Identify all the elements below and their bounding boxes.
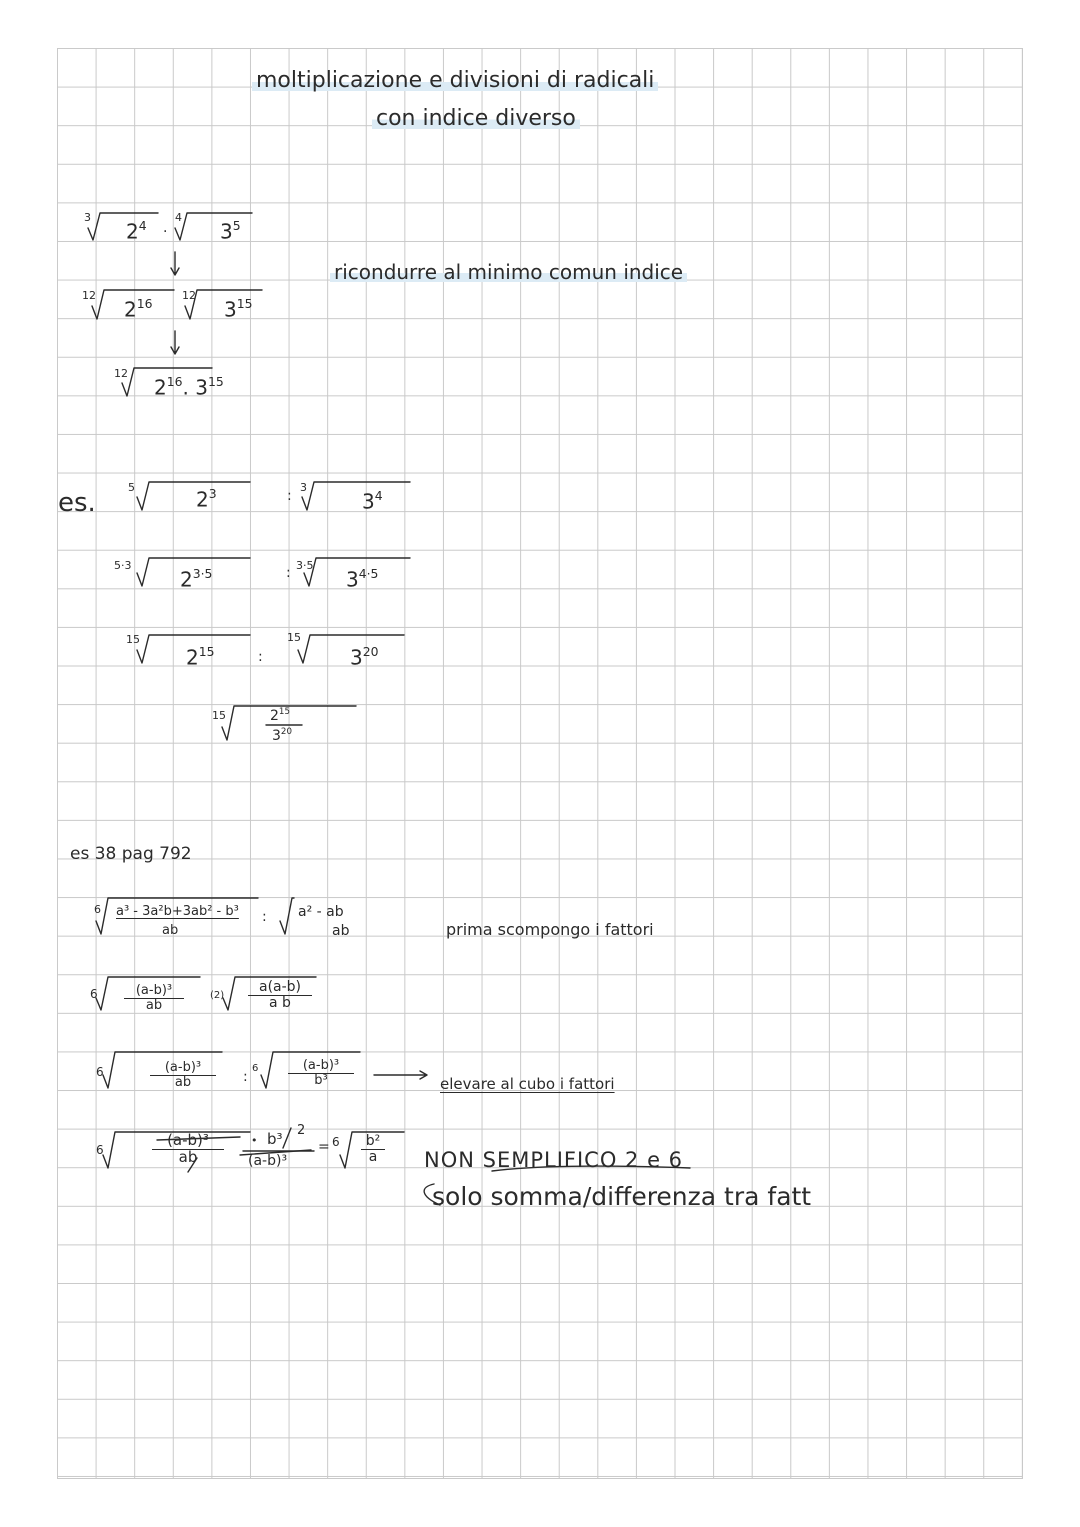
radicand: $2^{16}$ (124, 296, 153, 322)
radical-index: 6 (90, 987, 98, 1001)
note-minimum-index: ricondurre al minimo comun indice (330, 262, 687, 282)
note-no-simplify: NON SEMPLIFICO 2 e 6 (424, 1148, 684, 1172)
arrow-down-icon (171, 252, 179, 275)
radical-index: 3·5 (296, 559, 314, 572)
radical-index: 12 (114, 367, 128, 380)
radicand: $2^3$ (196, 486, 217, 512)
radical-index: 6 (96, 1065, 104, 1079)
fraction-denominator: ab (162, 923, 179, 938)
radical-index: 6 (94, 903, 101, 916)
radical-index: 15 (212, 709, 226, 722)
fraction: $\frac{\text{(a-b)³}}{\text{b³}}$ (288, 1059, 354, 1087)
page-subtitle: con indice diverso (372, 108, 580, 130)
radical-sign (137, 482, 250, 510)
division-sign: : (262, 909, 267, 925)
note-factorize: prima scompongo i fattori (446, 920, 654, 939)
radical-index: 5 (128, 481, 135, 494)
radical-sign (280, 898, 294, 934)
radical-index: 6 (252, 1063, 259, 1074)
division-sign: : (286, 565, 291, 581)
radical-index: 15 (287, 631, 301, 644)
radical-index: 12 (182, 289, 196, 302)
note-cube: elevare al cubo i fattori (440, 1075, 615, 1093)
radicand: $3^{15}$ (224, 296, 253, 322)
radicand: $2^4$ (126, 218, 147, 244)
radical-index: 3 (300, 481, 307, 494)
fraction: $\frac{\text{(a-b)³}}{ab}$ (150, 1061, 216, 1089)
division-sign: : (243, 1069, 248, 1085)
note-only-sum-difference: solo somma/differenza tra fatt (432, 1182, 812, 1211)
radical-index: 6 (332, 1135, 340, 1149)
times-dot: · (163, 224, 168, 240)
radical-index: 5·3 (114, 559, 132, 572)
radical-index: 3 (84, 211, 91, 224)
fraction: $\frac{a(a-b)}{\text{a b}}$ (248, 980, 312, 1010)
fraction-denominator: $3^{20}$ (272, 727, 292, 745)
radical-index: 15 (126, 633, 140, 646)
radicand: $2^{15}$ (186, 644, 215, 670)
radicand: $3^{20}$ (350, 644, 379, 670)
radicand: $3^5$ (220, 218, 241, 244)
times-dot: • (251, 1134, 258, 1147)
equals-sign: = (318, 1139, 330, 1155)
radical-index: 12 (82, 289, 96, 302)
radical-index: 6 (96, 1143, 104, 1157)
radical-sign (302, 482, 410, 514)
fraction-denominator: (a-b)³ (248, 1153, 288, 1169)
fraction-numerator: a³ - 3a²b+3ab² - b³ (116, 904, 239, 919)
radical-sign (88, 213, 158, 244)
radicand: $2^{3\cdot 5}$ (180, 566, 213, 592)
fraction: $\frac{\text{(a-b)³}}{ab}$ (152, 1133, 224, 1166)
page-title: moltiplicazione e divisioni di radicali (252, 70, 658, 92)
radicand: $3^4$ (362, 488, 383, 514)
radicand: $3^{4\cdot 5}$ (346, 566, 379, 592)
radicand: $2^{16}$. $3^{15}$ (154, 374, 224, 400)
fraction-numerator: b³ (267, 1130, 283, 1148)
small-exponent: 2 (297, 1123, 306, 1138)
exercise-reference: es 38 pag 792 (70, 844, 192, 864)
arrow-down-icon (171, 331, 179, 354)
radical-index: 4 (175, 211, 182, 224)
arrow-right-icon (374, 1071, 427, 1079)
fraction-numerator: a² - ab (298, 904, 344, 920)
example-label: es. (58, 488, 96, 518)
fraction: $\frac{\text{(a-b)³}}{ab}$ (124, 984, 184, 1012)
fraction-numerator: $2^{15}$ (270, 707, 290, 725)
cancel-mark (283, 1128, 291, 1148)
division-sign: : (287, 488, 292, 504)
fraction: $\frac{\text{b²}}{a}$ (361, 1134, 385, 1164)
division-sign: : (258, 649, 263, 665)
radical-index: (2) (210, 990, 225, 1001)
fraction-denominator: ab (332, 923, 350, 939)
